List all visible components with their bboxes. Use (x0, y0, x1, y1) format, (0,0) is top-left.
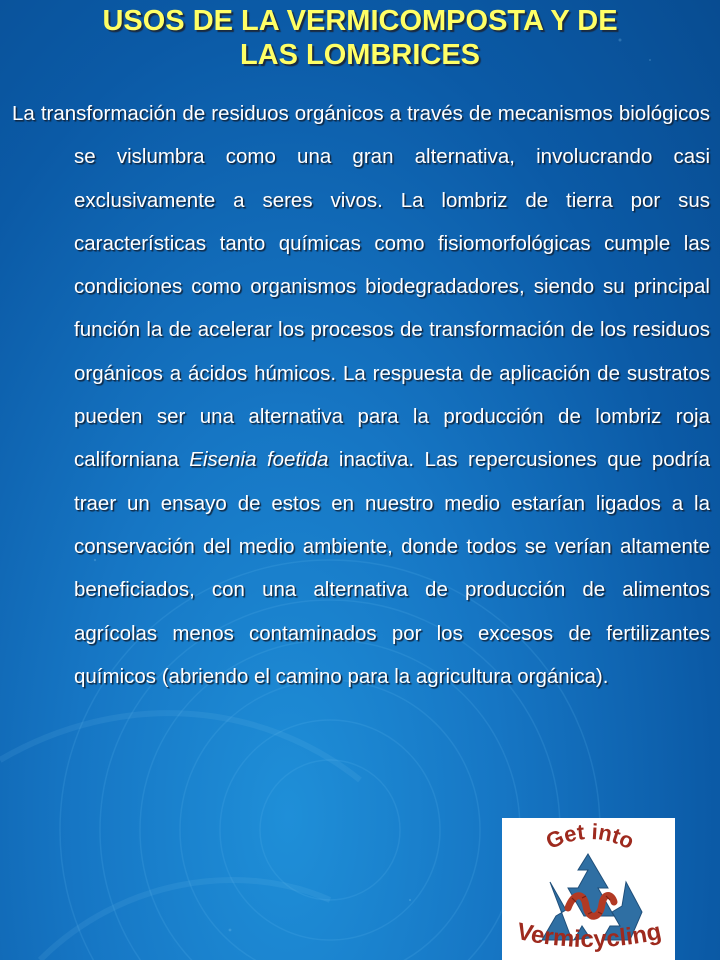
slide-title-line-1: USOS DE LA VERMICOMPOSTA Y DE (102, 5, 618, 37)
body-paragraph (12, 92, 710, 698)
slide-title (0, 4, 720, 72)
logo-bottom-text: Vermicycling (514, 917, 664, 954)
vermicycling-logo (502, 818, 675, 960)
logo-top-text: Get into (542, 818, 639, 855)
body-text-part-1: La transformación de residuos orgánicos a través de mecanismos biológicos se vislumbra como una gran alternativa, involucrando casi exclusivamente a seres vivos. La lombriz de tierra por sus características tanto químicas como fisiomorfológicas cumple las condiciones como organismos biodegradadores, siendo su principal función la de acelerar los procesos de transformación de los residuos orgánicos a ácidos húmicos. La respuesta de aplicación de sustratos pueden ser una alternativa para la producción de lombriz roja californiana (12, 102, 710, 472)
slide-title-line-2: LAS LOMBRICES (239, 39, 481, 71)
species-name: Eisenia foetida (189, 448, 329, 472)
body-text-part-2: inactiva. Las repercusiones que podría traer un ensayo de estos en nuestro medio estarían ligados a la conservación del medio ambiente, donde todos se verían altamente beneficiados, con una alternativa de producción de alimentos agrícolas menos contaminados por los excesos de fertilizantes químicos (abriendo el camino para la agricultura orgánica). (74, 448, 710, 688)
